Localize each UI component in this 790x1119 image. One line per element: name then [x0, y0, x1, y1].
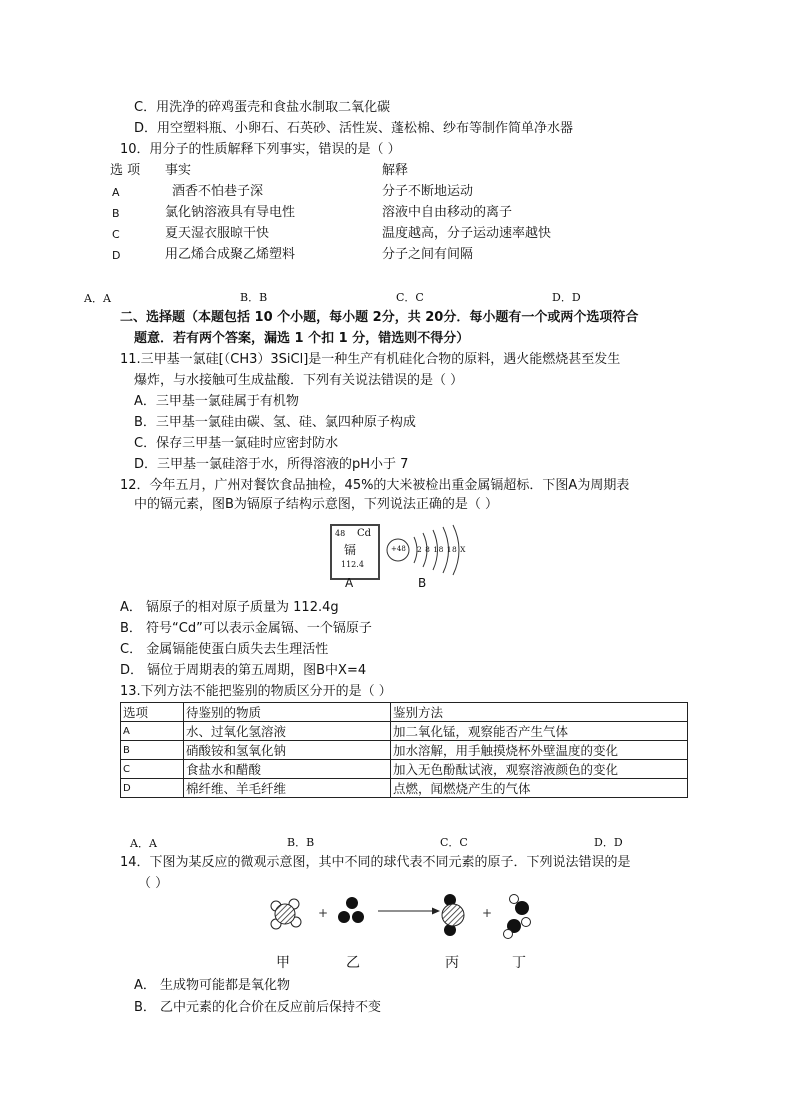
q13-table — [120, 702, 688, 798]
q14-stem-line2: （ ） — [138, 876, 169, 891]
element-atomic-mass: 112.4 — [341, 560, 364, 569]
table-cell: 加水溶解，用手触摸烧杯外壁温度的变化 — [391, 741, 688, 760]
q10-row-fact: 用乙烯合成聚乙烯塑料 — [165, 247, 296, 262]
q10-answer-a[interactable]: A．A — [84, 292, 111, 305]
q10-row-fact: 酒香不怕巷子深 — [172, 184, 264, 199]
figure-b-label: B — [418, 576, 427, 590]
reaction-arrow — [378, 908, 440, 915]
q10-row-fact: 夏天湿衣服晾干快 — [165, 226, 270, 241]
q10-header-fact: 事实 — [165, 163, 192, 178]
q13-answer-a[interactable]: A．A — [130, 837, 157, 850]
table-row — [121, 741, 688, 760]
q11-stem-line1: 11.三甲基一氯硅[（CH3）3SiCl]是一种生产有机硅化合物的原料，遇火能燃烧甚至发生 — [120, 352, 621, 367]
table-header-cell: 鉴别方法 — [391, 703, 688, 722]
q9-option-c: C．用洗净的碎鸡蛋壳和食盐水制取二氧化碳 — [134, 100, 391, 115]
q12-option-d: D． 镉位于周期表的第五周期，图B中X=4 — [120, 663, 367, 678]
table-row — [121, 760, 688, 779]
section2-heading-line1: 二、选择题（本题包括 10 个小题，每小题 2分，共 20分．每小题有一个或两个选项符合 — [120, 310, 639, 325]
q10-row-key: A — [112, 186, 120, 199]
label-bing: 丙 — [445, 955, 459, 971]
q12-stem-line2: 中的镉元素，图B为镉原子结构示意图，下列说法正确的是（ ） — [134, 497, 499, 512]
molecule-yi — [338, 897, 364, 923]
q12-option-b: B． 符号“Cd”可以表示金属镉、一个镉原子 — [120, 621, 372, 636]
label-yi: 乙 — [346, 955, 360, 971]
plus-sign: + — [482, 906, 493, 920]
q13-answer-c[interactable]: C．C — [440, 836, 468, 849]
electron-shells: 2 8 18 18 X — [417, 545, 467, 554]
q10-answer-b[interactable]: B．B — [240, 291, 268, 304]
q14-stem-line1: 14．下图为某反应的微观示意图，其中不同的球代表不同元素的原子．下列说法错误的是 — [120, 855, 631, 870]
q14-option-a: A． 生成物可能都是氧化物 — [134, 978, 291, 993]
table-cell: 加二氧化锰，观察能否产生气体 — [391, 722, 688, 741]
q13-stem: 13.下列方法不能把鉴别的物质区分开的是（ ） — [120, 684, 392, 699]
table-cell: A — [121, 722, 184, 741]
element-symbol: Cd — [357, 528, 372, 539]
q10-row-key: C — [112, 228, 120, 241]
table-header-cell: 待鉴别的物质 — [184, 703, 391, 722]
q10-header-option: 选 项 — [110, 163, 141, 178]
table-row — [121, 722, 688, 741]
table-header-row — [121, 703, 688, 722]
q10-stem: 10．用分子的性质解释下列事实，错误的是（ ） — [120, 142, 401, 157]
q10-row-key: B — [112, 207, 120, 220]
q11-option-d: D．三甲基一氯硅溶于水，所得溶液的pH小于 7 — [134, 457, 409, 472]
q11-option-a: A．三甲基一氯硅属于有机物 — [134, 394, 299, 409]
q14-option-b: B． 乙中元素的化合价在反应前后保持不变 — [134, 1000, 382, 1015]
table-cell: D — [121, 779, 184, 798]
q10-answer-d[interactable]: D．D — [552, 291, 581, 304]
table-cell: 棉纤维、羊毛纤维 — [184, 779, 391, 798]
table-cell: B — [121, 741, 184, 760]
table-cell: C — [121, 760, 184, 779]
table-cell: 食盐水和醋酸 — [184, 760, 391, 779]
q10-row-explain: 溶液中自由移动的离子 — [382, 205, 513, 220]
q12-option-a: A． 镉原子的相对原子质量为 112.4g — [120, 600, 339, 615]
q10-header-explain: 解释 — [382, 163, 409, 178]
plus-sign: + — [318, 906, 329, 920]
q11-stem-line2: 爆炸，与水接触可生成盐酸．下列有关说法错误的是（ ） — [134, 373, 464, 388]
table-cell: 水、过氧化氢溶液 — [184, 722, 391, 741]
section2-heading-line2: 题意．若有两个答案，漏选 1 个扣 1 分，错选则不得分） — [134, 331, 470, 346]
molecule-jia — [271, 899, 301, 929]
table-cell: 硝酸铵和氢氧化钠 — [184, 741, 391, 760]
molecule-bing — [442, 894, 464, 936]
figure-a-label: A — [345, 576, 354, 590]
q10-row-explain: 分子之间有间隔 — [382, 247, 474, 262]
label-jia: 甲 — [276, 955, 290, 971]
q13-answer-d[interactable]: D．D — [594, 836, 623, 849]
molecule-ding — [504, 895, 531, 939]
table-header-cell: 选项 — [121, 703, 184, 722]
q10-row-explain: 温度越高，分子运动速率越快 — [382, 226, 552, 241]
q10-row-key: D — [112, 249, 121, 262]
q9-option-d: D．用空塑料瓶、小卵石、石英砂、活性炭、蓬松棉、纱布等制作简单净水器 — [134, 121, 574, 136]
table-row — [121, 779, 688, 798]
nucleus-charge: +48 — [391, 545, 406, 553]
element-name: 镉 — [344, 543, 357, 557]
reaction-diagram — [260, 886, 560, 948]
q10-row-fact: 氯化钠溶液具有导电性 — [165, 205, 296, 220]
q10-row-explain: 分子不断地运动 — [382, 184, 474, 199]
element-atomic-number: 48 — [335, 529, 346, 538]
table-cell: 点燃，闻燃烧产生的气体 — [391, 779, 688, 798]
q11-option-b: B．三甲基一氯硅由碳、氢、硅、氯四种原子构成 — [134, 415, 416, 430]
q12-stem-line1: 12．今年五月，广州对餐饮食品抽检，45%的大米被检出重金属镉超标．下图A为周期表 — [120, 478, 630, 493]
table-cell: 加入无色酚酞试液，观察溶液颜色的变化 — [391, 760, 688, 779]
q10-answer-c[interactable]: C．C — [396, 291, 424, 304]
cadmium-element-card — [330, 524, 380, 580]
label-ding: 丁 — [512, 955, 526, 971]
q13-answer-b[interactable]: B．B — [287, 836, 315, 849]
q11-option-c: C．保存三甲基一氯硅时应密封防水 — [134, 436, 339, 451]
q12-option-c: C． 金属镉能使蛋白质失去生理活性 — [120, 642, 329, 657]
